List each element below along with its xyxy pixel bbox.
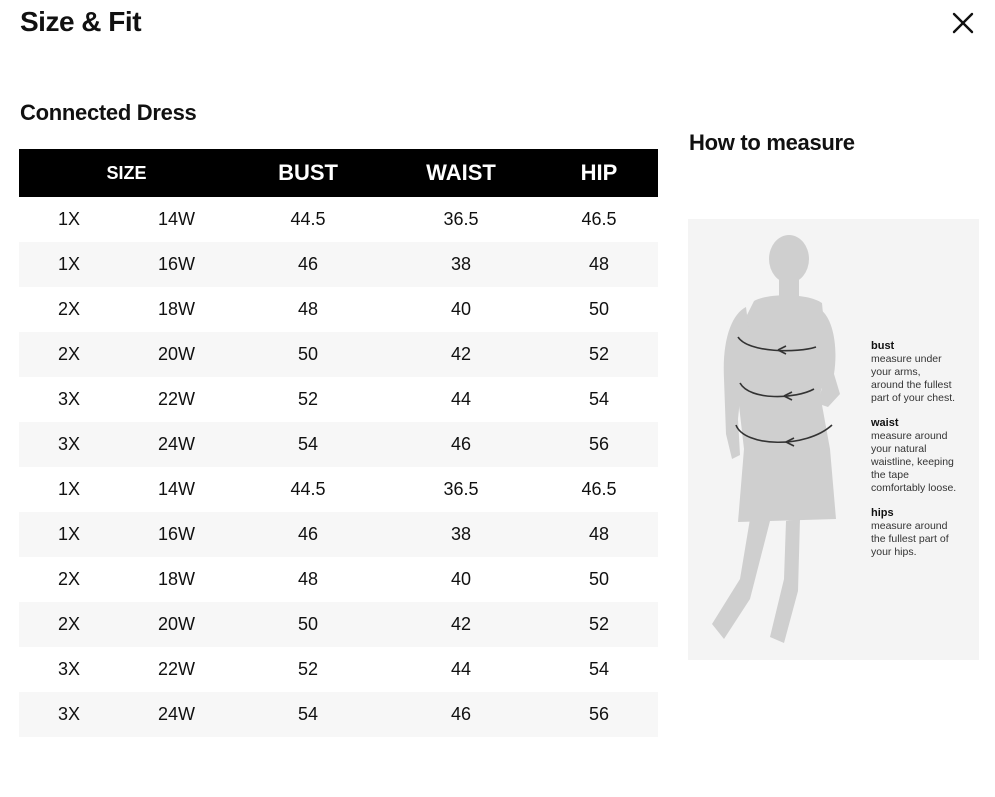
close-icon <box>952 12 974 34</box>
cell-size-alpha: 2X <box>57 614 81 634</box>
table-row <box>19 692 658 737</box>
cell-hip: 46.5 <box>581 479 617 499</box>
table-row <box>19 242 658 287</box>
measure-note-line: measure under <box>871 353 942 365</box>
measure-note-hips <box>871 506 976 559</box>
table-row <box>19 602 658 647</box>
cell-size-alpha: 3X <box>57 389 81 409</box>
table-row <box>19 332 658 377</box>
cell-size-numeric: 18W <box>158 569 196 589</box>
measure-note-title: bust <box>871 340 895 352</box>
measure-note-line: comfortably loose. <box>871 482 957 494</box>
cell-waist: 42 <box>451 614 472 634</box>
table-row <box>19 512 658 557</box>
measure-guide-panel <box>688 219 979 660</box>
cell-size-numeric: 14W <box>158 479 196 499</box>
measure-note-line: part of your chest. <box>871 392 956 404</box>
table-header-row <box>19 149 658 197</box>
cell-size-numeric: 24W <box>158 704 196 724</box>
measure-note-line: waistline, keeping <box>871 456 954 468</box>
cell-size-alpha: 1X <box>57 209 81 229</box>
measure-notes <box>871 339 976 570</box>
cell-bust: 46 <box>298 254 319 274</box>
measure-note-line: measure around <box>871 520 948 532</box>
cell-hip: 52 <box>589 344 610 364</box>
cell-bust: 48 <box>298 569 319 589</box>
cell-hip: 56 <box>589 434 610 454</box>
table-row <box>19 467 658 512</box>
size-chart-table <box>19 149 658 737</box>
cell-bust: 54 <box>298 704 319 724</box>
table-row <box>19 557 658 602</box>
cell-bust: 46 <box>298 524 319 544</box>
cell-size-numeric: 14W <box>158 209 196 229</box>
cell-size-numeric: 16W <box>158 524 196 544</box>
cell-bust: 48 <box>298 299 319 319</box>
cell-waist: 46 <box>451 434 472 454</box>
cell-hip: 54 <box>589 389 610 409</box>
close-button[interactable] <box>948 8 978 38</box>
cell-waist: 40 <box>451 299 472 319</box>
cell-bust: 50 <box>298 344 319 364</box>
cell-hip: 48 <box>589 524 610 544</box>
measure-note-line: your natural <box>871 443 927 455</box>
cell-size-numeric: 18W <box>158 299 196 319</box>
cell-waist: 40 <box>451 569 472 589</box>
cell-waist: 38 <box>451 524 472 544</box>
cell-size-numeric: 22W <box>158 389 196 409</box>
measure-note-line: your hips. <box>871 546 917 558</box>
cell-size-alpha: 2X <box>57 569 81 589</box>
cell-hip: 54 <box>589 659 610 679</box>
cell-size-numeric: 24W <box>158 434 196 454</box>
measure-note-title: waist <box>871 417 899 429</box>
measure-note-line: your arms, <box>871 366 921 378</box>
column-header-bust: BUST <box>278 160 338 185</box>
cell-size-numeric: 20W <box>158 614 196 634</box>
modal-title: Size & Fit <box>20 6 142 37</box>
measure-note-line: around the fullest <box>871 379 952 391</box>
column-header-hip: HIP <box>580 160 618 185</box>
cell-bust: 50 <box>298 614 319 634</box>
cell-hip: 52 <box>589 614 610 634</box>
cell-size-numeric: 22W <box>158 659 196 679</box>
cell-waist: 44 <box>451 659 472 679</box>
measure-note-line: the tape <box>871 469 909 481</box>
how-to-measure-heading: How to measure <box>689 130 855 155</box>
table-row <box>19 377 658 422</box>
cell-size-alpha: 1X <box>57 479 81 499</box>
table-row <box>19 647 658 692</box>
product-name: Connected Dress <box>20 100 197 125</box>
cell-bust: 54 <box>298 434 319 454</box>
column-header-size: SIZE <box>106 162 147 183</box>
cell-waist: 42 <box>451 344 472 364</box>
cell-waist: 36.5 <box>443 479 479 499</box>
cell-size-alpha: 2X <box>57 299 81 319</box>
cell-hip: 50 <box>589 299 610 319</box>
cell-bust: 44.5 <box>290 479 326 499</box>
cell-hip: 50 <box>589 569 610 589</box>
cell-size-alpha: 1X <box>57 254 81 274</box>
cell-size-alpha: 1X <box>57 524 81 544</box>
cell-waist: 44 <box>451 389 472 409</box>
cell-bust: 52 <box>298 659 319 679</box>
cell-size-alpha: 3X <box>57 659 81 679</box>
measure-note-bust <box>871 339 976 405</box>
table-row <box>19 287 658 332</box>
cell-bust: 44.5 <box>290 209 326 229</box>
cell-hip: 48 <box>589 254 610 274</box>
cell-size-numeric: 16W <box>158 254 196 274</box>
cell-hip: 56 <box>589 704 610 724</box>
cell-size-alpha: 3X <box>57 434 81 454</box>
measure-note-waist <box>871 416 976 495</box>
cell-waist: 38 <box>451 254 472 274</box>
cell-bust: 52 <box>298 389 319 409</box>
cell-size-numeric: 20W <box>158 344 196 364</box>
table-row <box>19 422 658 467</box>
measure-note-title: hips <box>871 507 894 519</box>
cell-hip: 46.5 <box>581 209 617 229</box>
table-row <box>19 197 658 242</box>
body-silhouette-icon <box>688 219 868 660</box>
measure-note-line: the fullest part of <box>871 533 949 545</box>
cell-waist: 46 <box>451 704 472 724</box>
cell-size-alpha: 2X <box>57 344 81 364</box>
column-header-waist: WAIST <box>426 160 496 185</box>
measure-note-line: measure around <box>871 430 948 442</box>
cell-size-alpha: 3X <box>57 704 81 724</box>
cell-waist: 36.5 <box>443 209 479 229</box>
